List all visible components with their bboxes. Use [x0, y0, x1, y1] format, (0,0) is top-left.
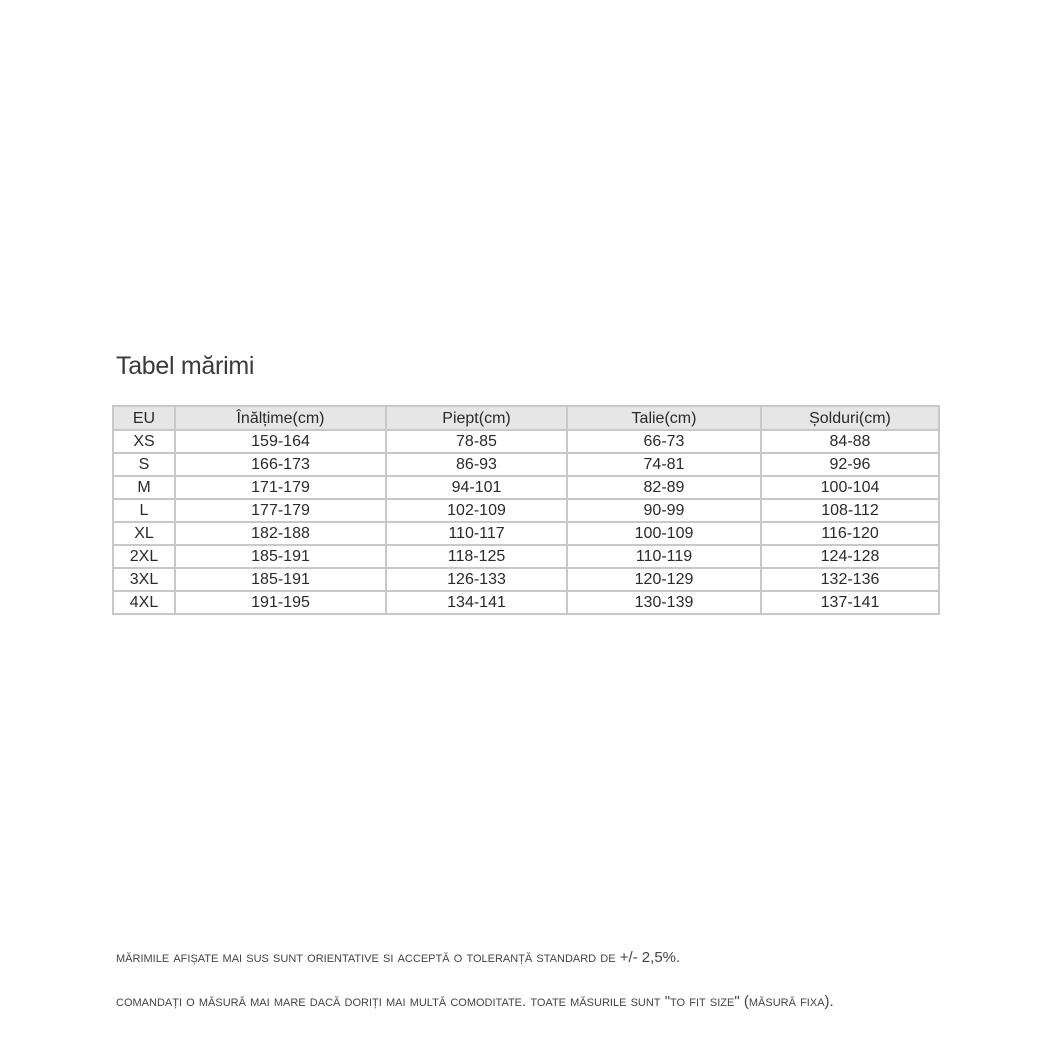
table-row: [113, 430, 939, 453]
table-row: [113, 476, 939, 499]
cell-height: 182-188: [175, 522, 386, 545]
cell-waist: 120-129: [567, 568, 761, 591]
table-row: [113, 591, 939, 614]
cell-waist: 82-89: [567, 476, 761, 499]
cell-hips: 92-96: [761, 453, 939, 476]
column-header-waist: Talie(cm): [567, 406, 761, 430]
cell-size: 4XL: [113, 591, 175, 614]
fit-note: comandați o măsură mai mare dacă doriți mai multă comoditate. toate măsurile sunt "to fit size" (măsură fixa).: [116, 993, 834, 1010]
cell-hips: 137-141: [761, 591, 939, 614]
table-row: [113, 522, 939, 545]
cell-chest: 78-85: [386, 430, 567, 453]
cell-size: 2XL: [113, 545, 175, 568]
size-table: [112, 405, 940, 615]
cell-height: 171-179: [175, 476, 386, 499]
column-header-chest: Piept(cm): [386, 406, 567, 430]
cell-height: 159-164: [175, 430, 386, 453]
cell-height: 166-173: [175, 453, 386, 476]
cell-size: 3XL: [113, 568, 175, 591]
page-title: Tabel mărimi: [116, 352, 255, 380]
table-row: [113, 568, 939, 591]
cell-height: 185-191: [175, 545, 386, 568]
cell-chest: 86-93: [386, 453, 567, 476]
cell-size: M: [113, 476, 175, 499]
cell-waist: 90-99: [567, 499, 761, 522]
cell-size: XS: [113, 430, 175, 453]
cell-chest: 118-125: [386, 545, 567, 568]
table-header-row: [113, 406, 939, 430]
cell-height: 177-179: [175, 499, 386, 522]
cell-hips: 132-136: [761, 568, 939, 591]
cell-hips: 116-120: [761, 522, 939, 545]
cell-chest: 134-141: [386, 591, 567, 614]
cell-chest: 126-133: [386, 568, 567, 591]
table-row: [113, 545, 939, 568]
cell-size: XL: [113, 522, 175, 545]
cell-hips: 108-112: [761, 499, 939, 522]
cell-hips: 100-104: [761, 476, 939, 499]
cell-height: 185-191: [175, 568, 386, 591]
cell-size: S: [113, 453, 175, 476]
column-header-hips: Șolduri(cm): [761, 406, 939, 430]
cell-waist: 66-73: [567, 430, 761, 453]
cell-height: 191-195: [175, 591, 386, 614]
cell-hips: 84-88: [761, 430, 939, 453]
table-row: [113, 499, 939, 522]
column-header-eu: EU: [113, 406, 175, 430]
cell-hips: 124-128: [761, 545, 939, 568]
column-header-height: Înălțime(cm): [175, 406, 386, 430]
tolerance-note: mărimile afișate mai sus sunt orientative si acceptă o toleranță standard de +/- 2,5%.: [116, 949, 681, 966]
cell-size: L: [113, 499, 175, 522]
cell-chest: 94-101: [386, 476, 567, 499]
table-row: [113, 453, 939, 476]
cell-waist: 74-81: [567, 453, 761, 476]
cell-waist: 100-109: [567, 522, 761, 545]
cell-chest: 110-117: [386, 522, 567, 545]
cell-waist: 130-139: [567, 591, 761, 614]
cell-waist: 110-119: [567, 545, 761, 568]
cell-chest: 102-109: [386, 499, 567, 522]
